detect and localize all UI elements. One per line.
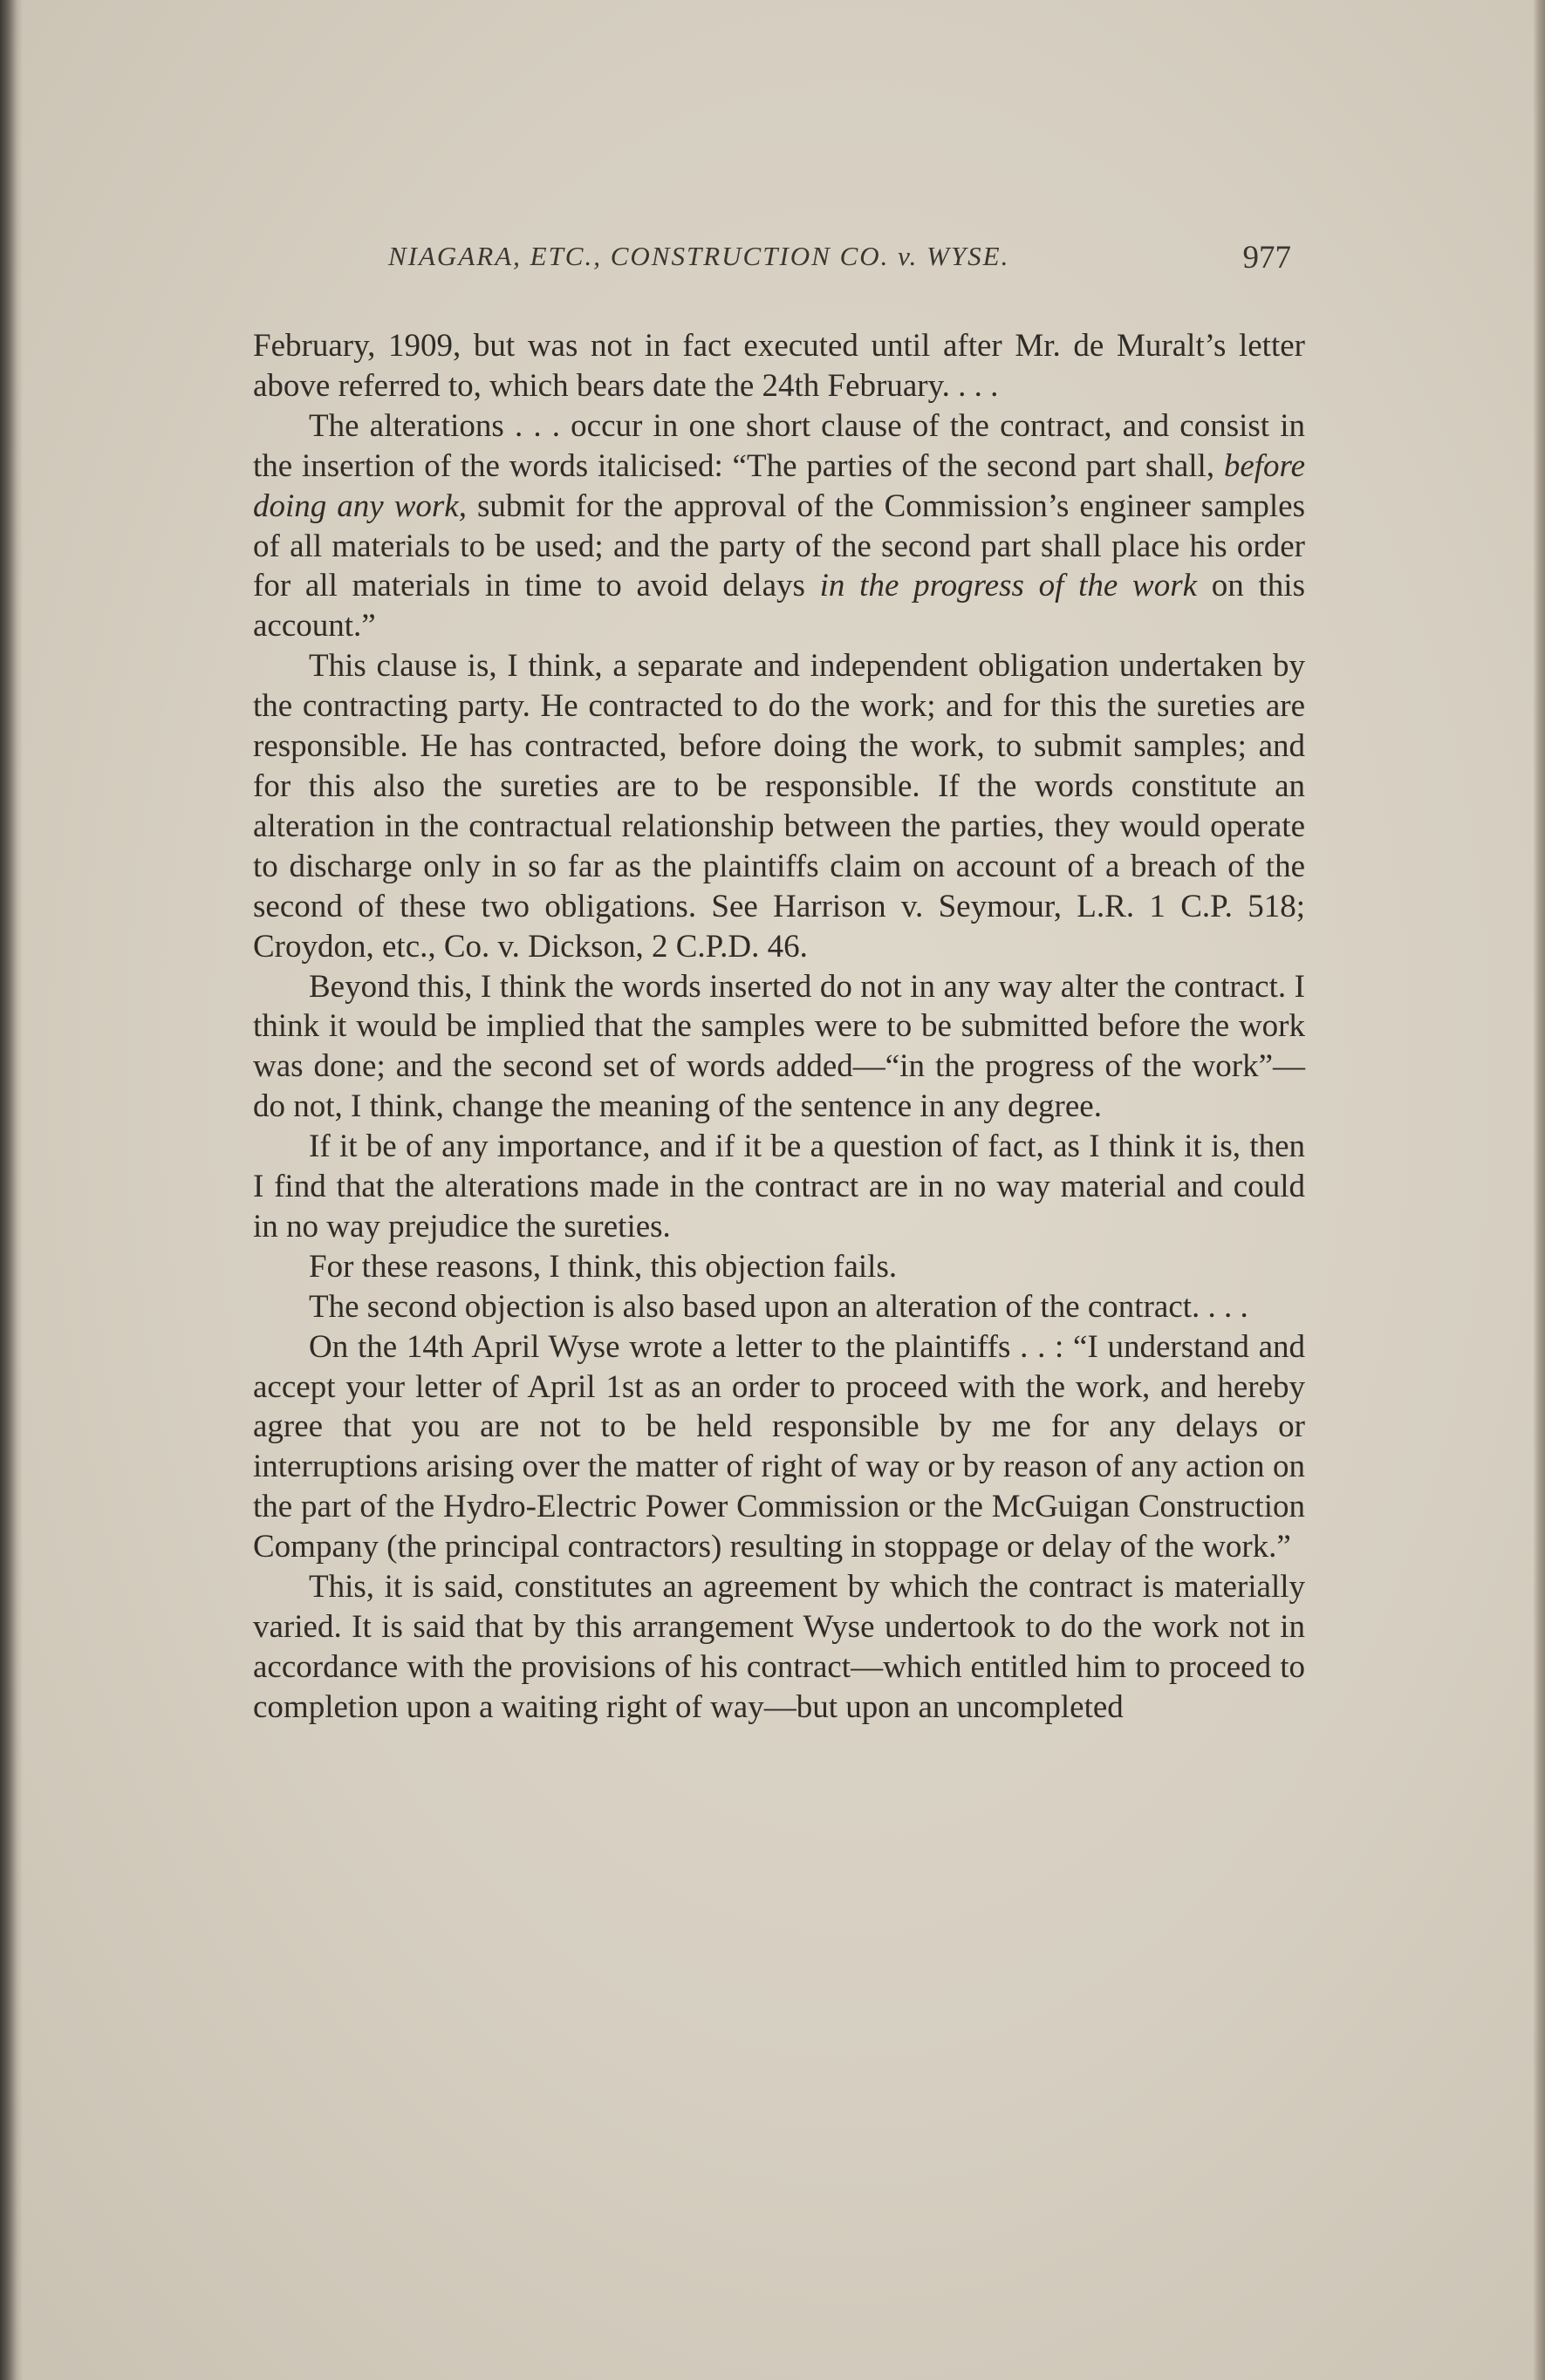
paragraph-1: February, 1909, but was not in fact executed until after Mr. de Muralt’s letter above referred to, which bears date the 24th February. . . . <box>253 328 1305 404</box>
paragraph-5: If it be of any importance, and if it be a question of fact, as I think it is, then I find that the alterations made in the contract are in no way material and could in no way prejudice the sureties. <box>253 1129 1305 1245</box>
page-edge <box>1533 0 1545 2380</box>
page-number: 977 <box>1242 240 1291 276</box>
paragraph-2-italic-phrase-1: before doing any work, <box>253 447 1305 524</box>
paragraph-7: The second objection is also based upon an alteration of the contract. . . . <box>309 1288 1248 1325</box>
paragraph-2 <box>253 406 1305 646</box>
paragraph-2-part-a: The alterations . . . occur in one short clause of the contract, and consist in the insertion of the words italicised: “The parties of the second part shall, <box>253 407 1305 484</box>
running-head <box>253 241 1291 284</box>
running-head-title: NIAGARA, ETC., CONSTRUCTION CO. v. WYSE. <box>388 241 1010 271</box>
body-text <box>253 326 1305 1728</box>
binding-gutter-shadow <box>0 0 23 2380</box>
paragraph-2-italic-phrase-2: in the progress of the work <box>819 568 1198 604</box>
paragraph-3: This clause is, I think, a separate and independent obligation undertaken by the contracting party. He contracted to do the work; and for this the sureties are responsible. He has contracted, before doing the work, to submit samples; and for this also the sureties are to be responsible. If the words constitute an alteration in the contractual relationship between the parties, they would operate to discharge only in so far as the plaintiffs claim on account of a breach of the second of these two obligations. See Harrison v. Seymour, L.R. 1 C.P. 518; Croydon, etc., Co. v. Dickson, 2 C.P.D. 46. <box>253 648 1305 965</box>
paragraph-2-part-c: submit for the approval of the Commission’s engineer samples of all materials to be used; and the party of the second part shall place his order for all materials in time to avoid delays <box>253 488 1305 604</box>
paragraph-8: On the 14th April Wyse wrote a letter to the plaintiffs . . : “I understand and accept your letter of April 1st as an order to proceed with the work, and hereby agree that you are not to be held responsible by me for any delays or interruptions arising over the matter of right of way or by reason of any action on the part of the Hydro-Electric Power Commission or the McGuigan Construction Company (the principal contractors) resulting in stoppage or delay of the work.” <box>253 1328 1305 1565</box>
paragraph-2-part-e: on this account.” <box>253 568 1305 644</box>
paragraph-6: For these reasons, I think, this objection fails. <box>309 1248 898 1285</box>
paragraph-9: This, it is said, constitutes an agreement by which the contract is materially varied. It is said that by this arrangement Wyse undertook to do the work not in accordance with the provisions of his contract—which entitled him to proceed to completion upon a waiting right of way—but upon an uncompleted <box>253 1569 1305 1725</box>
paragraph-4: Beyond this, I think the words inserted do not in any way alter the contract. I think it would be implied that the samples were to be submitted before the work was done; and the second set of words added—“in the progress of the work”—do not, I think, change the meaning of the sentence in any degree. <box>253 968 1305 1125</box>
